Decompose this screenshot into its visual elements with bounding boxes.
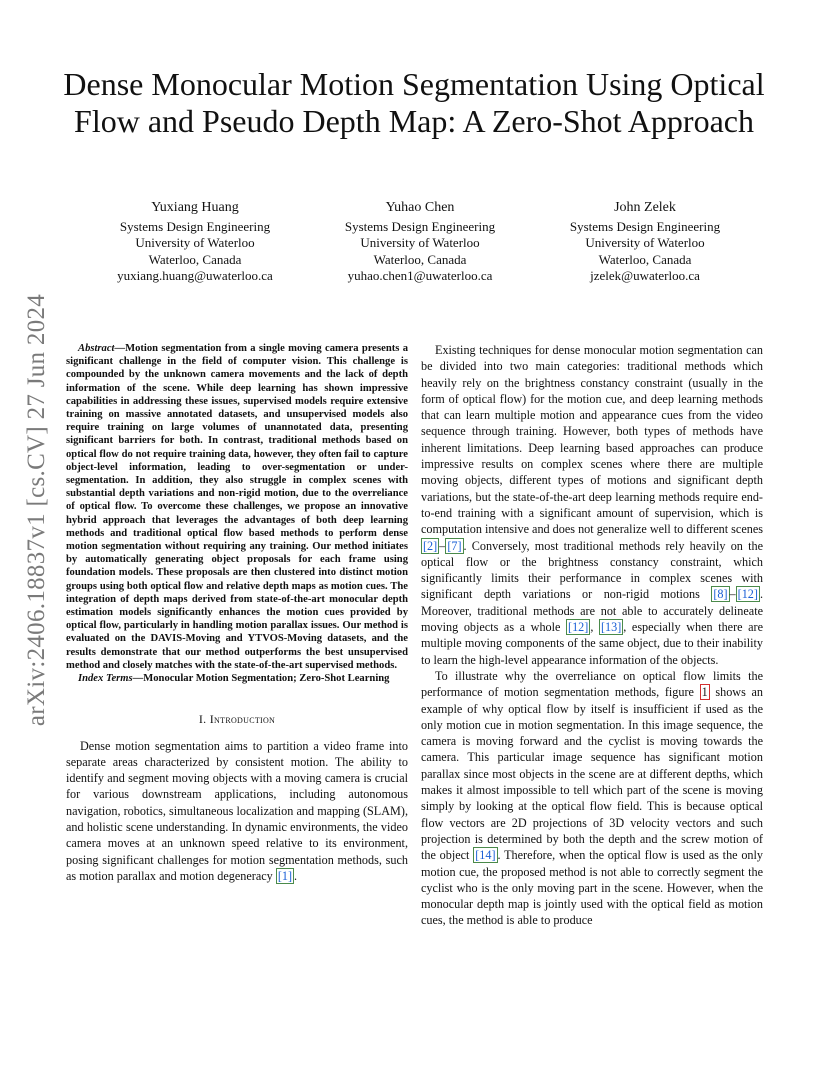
paragraph-text: Dense motion segmentation aims to partition a video frame into separate areas characterized by consistent motion. The ability to identify and segment moving objects with a moving camera is crucial for various downstream applications, including autonomous navigation, robotics, simultaneous localization and mapping (SLAM), and holistic scene understanding. In dynamic environments, the video camera moves at an unknown speed relative to its environment, posing significant challenges for motion segmentation methods, such as motion parallax and motion degeneracy (66, 738, 408, 883)
arxiv-stamp (22, 290, 52, 730)
citation-link[interactable]: [7] (447, 538, 462, 553)
arxiv-stamp-text: arXiv:2406.18837v1 [cs.CV] 27 Jun 2024 (23, 293, 50, 727)
paragraph-text: – (439, 538, 446, 553)
author-loc: Waterloo, Canada (598, 251, 692, 267)
paper-title: Dense Monocular Motion Segmentation Using Optical Flow and Pseudo Depth Map: A Zero-Shot Approach (63, 66, 765, 139)
citation-link[interactable]: [2] (423, 538, 438, 553)
citation-link[interactable]: [14] (475, 848, 496, 863)
figure-link[interactable]: 1 (701, 685, 708, 700)
paragraph-text: – (729, 587, 736, 602)
author-univ: University of Waterloo (585, 235, 705, 250)
citation-link[interactable]: [13] (600, 620, 622, 635)
author-email: jzelek@uwaterloo.ca (590, 268, 700, 283)
author-2 (315, 200, 525, 285)
paragraph-text: Existing techniques for dense monocular motion segmentation can be divided into two main categories: traditional methods which heavily rely on the brightness constancy constraint (usually in the form of optical flow) for the motion cue, and deep learning methods that can learn multiple motion and appearance cues from the video sequence through training. However, both types of methods have inherent limitations. Deep learning based approaches can produce impressive results on complex scenes where there are multiple moving objects, different types of motions and significant depth variations, but the state-of-the-art deep learning methods require end-to-end training with a significant amount of supervision, which is computation intensive and does not generalize well to different scenes (421, 343, 763, 537)
section-heading (66, 711, 408, 727)
author-email: yuxiang.huang@uwaterloo.ca (117, 268, 273, 283)
author-dept: Systems Design Engineering (344, 218, 496, 234)
citation-link[interactable]: [12] (568, 620, 589, 635)
author-univ: University of Waterloo (135, 235, 255, 250)
abstract-label: Abstract (78, 343, 115, 354)
author-dept: Systems Design Engineering (119, 218, 271, 234)
paragraph-text: . Therefore, when the optical flow is used as the only motion cue, the proposed method is not able to correctly segment the cyclist who is the only moving part in the scene. However, when the monocular depth map is jointly used with the optical field as motion cues, the method is able to produce (421, 848, 763, 928)
author-dept: Systems Design Engineering (569, 218, 721, 234)
abstract (66, 342, 408, 672)
paragraph-text: . Moreover, traditional methods are not able to accurately delineate moving objects as a whole (421, 587, 763, 635)
abstract-text: —Motion segmentation from a single moving camera presents a significant challenge in the field of computer vision. This challenge is compounded by the unknown camera movements and the lack of depth information of the scene. While deep learning has shown impressive capabilities in addressing these issues, supervised models require extensive training on massive annotated datasets, and unsupervised models also require training on large volumes of unannotated data, presenting significant barriers for both. In contrast, traditional methods based on optical flow do not require training data, however, they often fail to capture object-level information, leading to over-segmentation or under-segmentation. In addition, they also struggle in complex scenes with substantial depth variations and non-rigid motion, due to the overreliance of optical flow. To overcome these challenges, we propose an innovative hybrid approach that leverages the advantages of both deep learning methods and traditional optical flow based methods to perform dense motion segmentation without requiring any training. Our method initiates by automatically generating object proposals for each frame using foundation models. These proposals are then clustered into distinct motion groups using both optical flow and relative depth maps as motion cues. The integration of depth maps derived from state-of-the-art monocular depth estimation models significantly enhances the motion cues provided by optical flow, particularly in handling motion parallax issues. Our method is evaluated on the DAVIS-Moving and YTVOS-Moving datasets, and the results demonstrate that our method outperforms the best unsupervised method and closely matches with the state-of-the-art supervised methods. (66, 343, 408, 671)
index-terms (66, 672, 408, 685)
citation-link[interactable]: [12] (737, 587, 758, 602)
paragraph-text: , especially when there are multiple moving components of the same object, due to their inability to learn the high-level appearance information of the objects. (421, 620, 764, 667)
right-column (421, 342, 763, 929)
author-name: Yuxiang Huang (151, 200, 239, 215)
paragraph-1 (66, 738, 408, 885)
index-terms-label: Index Terms (78, 673, 133, 685)
paragraph-2 (421, 342, 763, 668)
author-name: Yuhao Chen (385, 200, 455, 215)
author-block (90, 200, 750, 285)
citation-link[interactable]: [1] (277, 868, 293, 883)
author-1 (90, 200, 300, 285)
author-3 (540, 200, 750, 285)
author-name: John Zelek (614, 200, 676, 215)
paragraph-text: shows an example of why optical flow by itself is insufficient if used as the only motion cue in motion segmentation. In this image sequence, the camera is moving forward and the cyclist is moving towards the camera. This particular image sequence has significant motion parallax since most objects in the scene are at different depths, which makes it almost impossible to tell which part of the scene is moving simply by looking at the optical flow field. This is because optical flow vectors are 2D projections of 3D velocity vectors and such projection is determined by both the depth and the screw motion of the object (421, 685, 763, 863)
author-email: yuhao.chen1@uwaterloo.ca (347, 268, 493, 283)
paragraph-3 (421, 668, 763, 929)
author-loc: Waterloo, Canada (373, 251, 467, 267)
citation-link[interactable]: [8] (713, 587, 728, 602)
index-terms-text: —Monocular Motion Segmentation; Zero-Shot Learning (132, 673, 390, 685)
paragraph-text: . (294, 868, 298, 883)
author-univ: University of Waterloo (360, 235, 480, 250)
author-loc: Waterloo, Canada (148, 251, 242, 267)
section-title: Introduction (209, 712, 276, 727)
left-column (66, 342, 408, 884)
section-numeral: I. (198, 712, 210, 727)
paragraph-text: To illustrate why the overreliance on optical flow limits the performance of motion segmentation methods, figure (421, 668, 763, 700)
paragraph-text: . Conversely, most traditional methods rely heavily on the optical flow or the brightness constancy constraint, which significantly limits their performance in complex scenes with significant depth variations or non-rigid motions (421, 538, 763, 602)
paragraph-text: , (590, 620, 599, 635)
